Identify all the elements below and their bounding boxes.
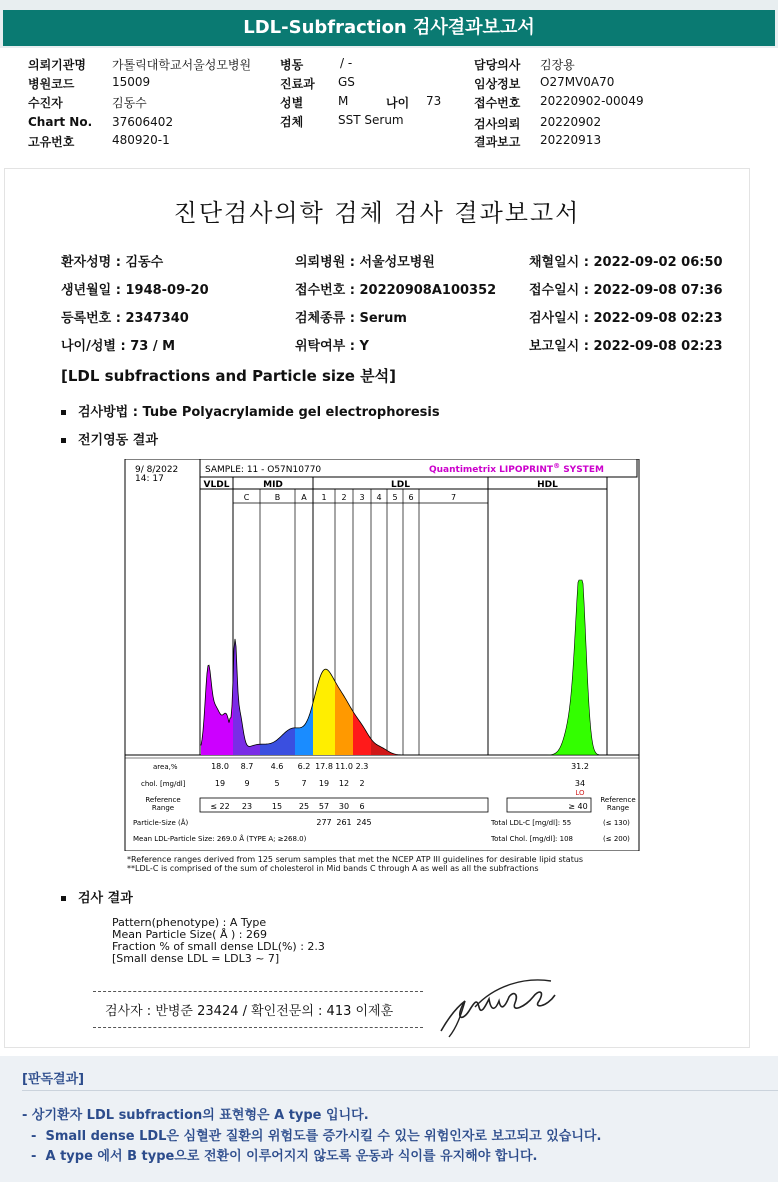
chart-date: 9/ 8/2022: [135, 465, 179, 475]
hdl-area-value: 31.2: [571, 762, 589, 771]
area-value: 18.0: [211, 762, 229, 771]
chart-no-value: 37606402: [112, 115, 174, 129]
specimen-value: SST Serum: [338, 113, 404, 127]
chol-value: 19: [318, 779, 330, 788]
lipoprint-chart: [123, 459, 643, 851]
band-label-c: C: [243, 493, 250, 502]
reception-value: 20220902-00049: [540, 94, 644, 108]
total-ldl-label: Total LDL-C [mg/dl]: 55: [491, 819, 572, 827]
interpretation-title: [판독결과]: [22, 1072, 85, 1087]
collection-datetime: 채혈일시 : 2022-09-02 06:50: [529, 255, 723, 270]
particle-size-value: 277: [316, 818, 332, 827]
clinical-value: O27MV0A70: [540, 75, 615, 89]
total-ldl-ref: (≤ 130): [603, 819, 630, 827]
area-value: 11.0: [335, 762, 353, 771]
result-pattern: Pattern(phenotype) : A Type: [112, 916, 267, 929]
outsourced: 위탁여부 : Y: [295, 339, 369, 354]
footnote-2: **LDL-C is comprised of the sum of cholesterol in Mid bands C through A as well as all the subfractions: [127, 864, 539, 873]
report-date-label: 결과보고: [474, 135, 521, 149]
electrophoresis-heading: [61, 429, 158, 448]
request-date-label: 검사의뢰: [474, 117, 521, 131]
ref-value: 25: [298, 802, 310, 811]
particle-size-value: 261: [336, 818, 352, 827]
chol-value: 5: [274, 779, 280, 788]
chart-time: 14: 17: [135, 474, 164, 484]
hdl-chol-value: 34: [574, 779, 586, 788]
handwritten-signature: [435, 977, 565, 1041]
mean-particle-label: Mean LDL-Particle Size: 269.0 Å (TYPE A; ≥268.0): [133, 835, 307, 843]
band-label-7: 7: [450, 493, 457, 502]
referring-hospital: 의뢰병원 : 서울성모병원: [295, 255, 435, 270]
doctor-value: 김장용: [540, 58, 575, 72]
particle-size-value: 245: [356, 818, 372, 827]
hdl-lo-flag: LO: [575, 789, 585, 797]
patient-label: 수진자: [28, 96, 63, 110]
ward-value: / -: [340, 56, 353, 70]
clinical-label: 임상정보: [474, 77, 521, 91]
test-datetime: 검사일시 : 2022-09-08 02:23: [529, 311, 723, 326]
interpretation-line-1: - 상기환자 LDL subfraction의 표현형은 A type 입니다.: [22, 1108, 369, 1123]
age-label: 나이: [386, 96, 410, 110]
hospital-label: 의뢰기관명: [28, 58, 86, 72]
interpretation-line-3: - A type 에서 B type으로 전환이 이루어지지 않도록 운동과 식이를 유지해야 합니다.: [22, 1149, 538, 1164]
row-chol-label: chol. [mg/dl]: [141, 780, 186, 788]
received-datetime: 접수일시 : 2022-09-08 07:36: [529, 283, 723, 298]
band-label-1: 1: [321, 493, 327, 502]
request-date-value: 20220902: [540, 115, 602, 129]
ref-label: Range: [151, 804, 175, 812]
method-text: 검사방법 : Tube Polyacrylamide gel electrophoresis: [78, 405, 440, 420]
ref-label-right: Reference: [600, 796, 636, 804]
bullet-icon: [61, 438, 66, 443]
lab-report: [4, 168, 750, 1048]
ref-value: 23: [241, 802, 253, 811]
band-label-a: A: [301, 493, 307, 502]
area-value: 17.8: [315, 762, 333, 771]
group-label-hdl: HDL: [537, 480, 558, 490]
electrophoresis-title: 전기영동 결과: [78, 433, 158, 448]
result-title: 검사 결과: [78, 891, 133, 906]
lipoprint-svg: [123, 459, 643, 851]
chart-brand: Quantimetrix LIPOPRINT® SYSTEM: [429, 462, 604, 475]
ref-value: 6: [359, 802, 365, 811]
ref-value: 15: [271, 802, 283, 811]
particle-label: Particle-Size (Å): [133, 819, 189, 827]
ref-value-hdl: ≥ 40: [568, 802, 588, 811]
ref-value: 57: [318, 802, 330, 811]
group-label-vldl: VLDL: [203, 480, 230, 490]
ref-label: Reference: [145, 796, 181, 804]
request-header: [0, 56, 778, 152]
specimen-type: 검체종류 : Serum: [295, 311, 407, 326]
code-value: 15009: [112, 75, 151, 89]
result-block: [112, 917, 325, 965]
band-label-b: B: [274, 493, 281, 502]
dept-label: 진료과: [280, 77, 315, 91]
area-value: 4.6: [270, 762, 284, 771]
group-label-ldl: LDL: [391, 480, 410, 490]
chart-sample: SAMPLE: 11 - O57N10770: [205, 465, 322, 475]
total-chol-ref: (≤ 200): [603, 835, 630, 843]
patient-value: 김동수: [112, 96, 147, 110]
divider: [93, 1027, 423, 1028]
row-area-label: area,%: [153, 763, 178, 771]
chol-value: 7: [301, 779, 307, 788]
signature-text: 검사자 : 반병준 23424 / 확인전문의 : 413 이제훈: [105, 1004, 394, 1019]
ref-value: 30: [338, 802, 350, 811]
chol-value: 12: [338, 779, 350, 788]
result-small-dense-definition: [Small dense LDL = LDL3 ~ 7]: [112, 952, 280, 965]
report-title: 진단검사의학 검체 검사 결과보고서: [173, 199, 581, 227]
band-label-3: 3: [359, 493, 365, 502]
band-label-5: 5: [392, 493, 398, 502]
code-label: 병원코드: [28, 77, 75, 91]
ref-value: ≤ 22: [210, 802, 230, 811]
sex-label: 성별: [280, 96, 304, 110]
total-chol-label: Total Chol. [mg/dl]: 108: [491, 835, 573, 843]
title-banner: [0, 0, 778, 48]
signature-block: [93, 991, 423, 1028]
section-title: [LDL subfractions and Particle size 분석]: [61, 367, 397, 385]
bullet-icon: [61, 896, 66, 901]
band-label-4: 4: [376, 493, 382, 502]
chol-value: 9: [244, 779, 250, 788]
specimen-label: 검체: [280, 115, 304, 129]
age-sex: 나이/성별 : 73 / M: [61, 339, 176, 354]
result-small-dense-fraction: Fraction % of small dense LDL(%) : 2.3: [112, 940, 325, 953]
report-date-value: 20220913: [540, 133, 602, 147]
report-datetime: 보고일시 : 2022-09-08 02:23: [529, 339, 723, 354]
registration-number: 등록번호 : 2347340: [61, 311, 189, 326]
reception-label: 접수번호: [474, 96, 521, 110]
bullet-icon: [61, 410, 66, 415]
birth-date: 생년월일 : 1948-09-20: [61, 283, 209, 298]
age-value: 73: [426, 94, 442, 108]
accession-number: 접수번호 : 20220908A100352: [295, 283, 497, 298]
dept-value: GS: [338, 75, 355, 89]
ref-label-right: Range: [606, 804, 630, 812]
unique-id-label: 고유번호: [28, 135, 75, 149]
method-line: [61, 401, 440, 420]
area-value: 2.3: [355, 762, 369, 771]
divider: [22, 1090, 778, 1091]
patient-name: 환자성명 : 김동수: [61, 255, 164, 270]
result-particle-size: Mean Particle Size( Å ) : 269: [112, 928, 267, 941]
chol-value: 2: [359, 779, 365, 788]
result-heading: [61, 887, 133, 906]
area-value: 6.2: [297, 762, 311, 771]
doctor-label: 담당의사: [474, 58, 521, 72]
unique-id-value: 480920-1: [112, 133, 170, 147]
sex-value: M: [338, 94, 349, 108]
banner-title: LDL-Subfraction 검사결과보고서: [3, 10, 775, 46]
chart-no-label: Chart No.: [28, 115, 93, 129]
chol-value: 19: [214, 779, 226, 788]
hospital-value: 가톨릭대학교서울성모병원: [112, 58, 252, 72]
ward-label: 병동: [280, 58, 304, 72]
band-label-6: 6: [408, 493, 414, 502]
interpretation-panel: [0, 1056, 778, 1182]
interpretation-line-2: - Small dense LDL은 심혈관 질환의 위험도를 증가시킬 수 있는 위험인자로 보고되고 있습니다.: [22, 1129, 602, 1144]
footnote-1: *Reference ranges derived from 125 serum samples that met the NCEP ATP III guidelines for desirable lipid status: [127, 855, 584, 864]
group-label-mid: MID: [263, 480, 283, 490]
area-value: 8.7: [240, 762, 254, 771]
band-label-2: 2: [341, 493, 347, 502]
